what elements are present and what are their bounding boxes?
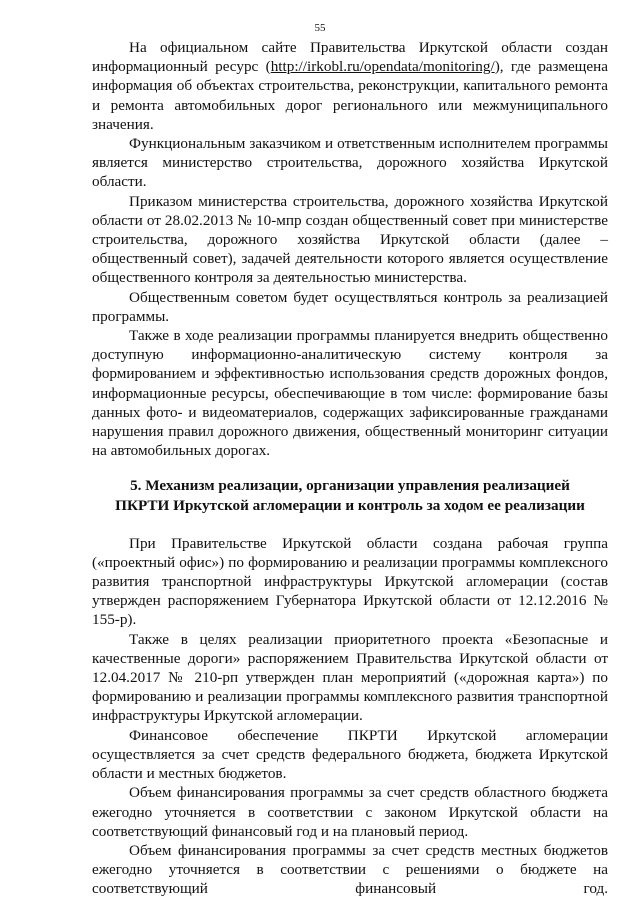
monitoring-link[interactable]: http://irkobl.ru/opendata/monitoring/ [270,58,495,76]
section-heading-line-1: 5. Механизм реализации, организации управления реализацией [130,477,570,495]
document-body [92,38,608,899]
paragraph-working-group: При Правительстве Иркутской области создана рабочая группа («проектный офис») по формированию и реализации программы комплексного развития транспортной инфраструктуры Иркутской агломерации (состав утвержден распоряжением Губернатора Иркутской области от 12.12.2016 № 155-р). [92,534,608,629]
paragraph-text: На официальном сайте Правительства Иркутской области создан информационный ресурс ( [92,39,608,76]
paragraph-local-budget: Объем финансирования программы за счет средств местных бюджетов ежегодно уточняется в соответствии с решениями о бюджете на соответствующий финансовый год. [92,841,608,898]
section-heading-line-2: ПКРТИ Иркутской агломерации и контроль за ходом ее реализации [115,497,585,515]
paragraph-public-council: Приказом министерства строительства, дорожного хозяйства Иркутской области от 28.02.2013 № 10-мпр создан общественный совет при министерстве строительства, дорожного хозяйства Иркутской области (далее – общественный совет), задачей деятельности которого является осуществление общественного контроля за деятельностью министерства. [92,192,608,287]
paragraph-financing: Финансовое обеспечение ПКРТИ Иркутской агломерации осуществляется за счет средств федерального бюджета, бюджета Иркутской области и местных бюджетов. [92,726,608,783]
paragraph-council-control: Общественным советом будет осуществляться контроль за реализацией программы. [92,288,608,325]
paragraph-info-resource [92,38,608,134]
paragraph-info-system: Также в ходе реализации программы планируется внедрить общественно доступную информационно-аналитическую систему контроля за формированием и эффективностью использования средств дорожных фондов, информационные ресурсы, обеспечивающие в том числе: формирование базы данных фото- и видеоматериалов, содержащих зафиксированные гражданами нарушения правил дорожного движения, общественный мониторинг ситуации на автомобильных дорогах. [92,327,608,460]
paragraph-text: ), где размещена информация об объектах строительства, реконструкции, капитального ремонта и ремонта автомобильных дорог регионального или межмуниципального значения. [92,58,608,133]
paragraph-road-map: Также в целях реализации приоритетного проекта «Безопасные и качественные дороги» распоряжением Правительства Иркутской области от 12.04.2017 № 210-рп утвержден план мероприятий («дорожная карта») по формированию и реализации программы комплексного развития транспортной инфраструктуры Иркутской агломерации. [92,630,608,725]
paragraph-customer: Функциональным заказчиком и ответственным исполнителем программы является министерство строительства, дорожного хозяйства Иркутской области. [92,135,608,191]
paragraph-regional-budget: Объем финансирования программы за счет средств областного бюджета ежегодно уточняется в соответствии с законом Иркутской области на соответствующий финансовый год и на плановый период. [92,784,608,840]
section-heading [92,476,608,515]
page-number: 55 [314,22,326,34]
